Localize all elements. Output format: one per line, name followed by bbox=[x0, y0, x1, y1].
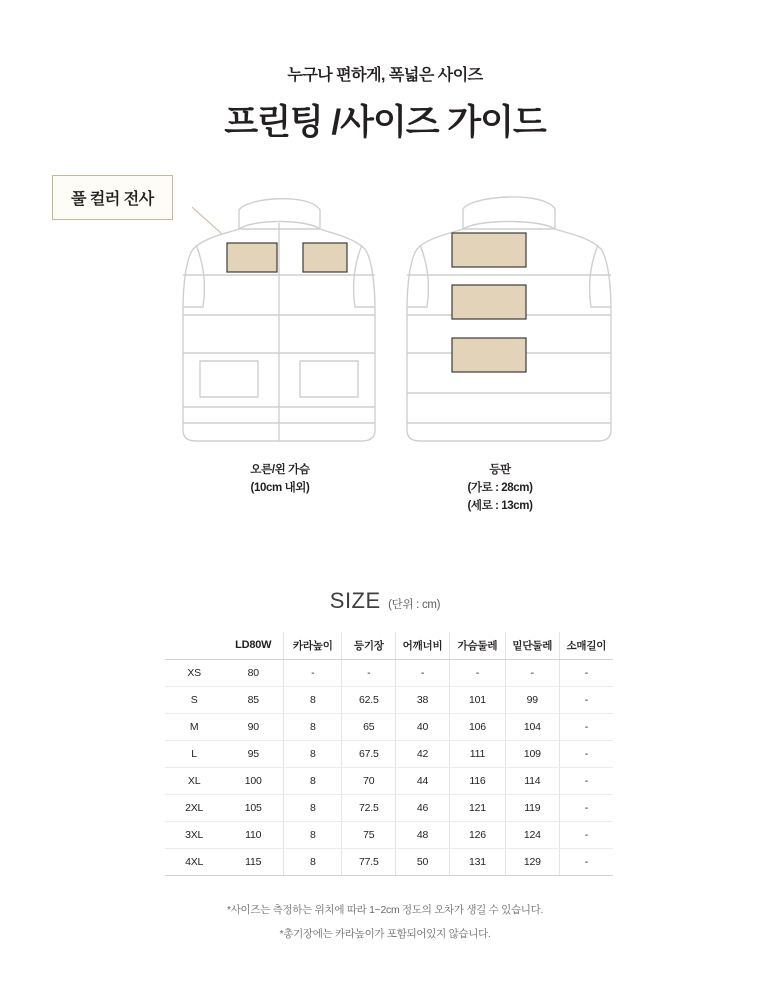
print-area-right-chest bbox=[227, 243, 277, 272]
print-area-back-lower bbox=[452, 338, 526, 372]
cell-collar-height: 8 bbox=[284, 821, 342, 848]
print-area-left-chest bbox=[303, 243, 347, 272]
print-area-back-middle bbox=[452, 285, 526, 319]
size-note-1: *사이즈는 측정하는 위치에 따라 1~2cm 정도의 오차가 생길 수 있습니다. bbox=[226, 904, 544, 916]
column-header-back-length: 등기장 bbox=[342, 632, 396, 659]
row-size-label: 2XL bbox=[165, 794, 223, 821]
cell-back-length: 62.5 bbox=[342, 686, 396, 713]
vest-front-illustration bbox=[183, 199, 375, 441]
front-print-caption bbox=[200, 462, 360, 498]
cell-shoulder-width: 50 bbox=[396, 848, 450, 875]
size-heading-text: SIZE bbox=[329, 588, 381, 613]
print-method-callout: 풀 컬러 전사 bbox=[52, 175, 173, 220]
print-area-back-upper bbox=[452, 233, 526, 267]
row-size-label: 4XL bbox=[165, 848, 223, 875]
cell-back-length: 70 bbox=[342, 767, 396, 794]
table-row bbox=[165, 659, 613, 686]
cell-hem: 129 bbox=[505, 848, 559, 875]
header-subtitle: 누구나 편하게, 폭넓은 사이즈 bbox=[287, 67, 483, 84]
size-table-body bbox=[165, 659, 613, 875]
cell-sleeve-length: - bbox=[559, 659, 613, 686]
cell-shoulder-width: 48 bbox=[396, 821, 450, 848]
cell-shoulder-width: 38 bbox=[396, 686, 450, 713]
size-section-heading bbox=[0, 588, 770, 614]
column-header-chest: 가슴둘레 bbox=[449, 632, 505, 659]
size-table bbox=[165, 632, 613, 876]
cell-back-length: 65 bbox=[342, 713, 396, 740]
cell-chest: 131 bbox=[449, 848, 505, 875]
column-header-hem: 밑단둘레 bbox=[505, 632, 559, 659]
cell-shoulder-width: 40 bbox=[396, 713, 450, 740]
row-size-label: S bbox=[165, 686, 223, 713]
table-row bbox=[165, 794, 613, 821]
cell-hem: 104 bbox=[505, 713, 559, 740]
back-print-caption bbox=[420, 462, 580, 515]
cell-collar-height: 8 bbox=[284, 686, 342, 713]
table-row bbox=[165, 767, 613, 794]
cell-sleeve-length: - bbox=[559, 740, 613, 767]
column-header-model: LD80W bbox=[223, 632, 283, 659]
garment-illustrations bbox=[0, 175, 770, 515]
cell-chest: 121 bbox=[449, 794, 505, 821]
back-caption-line-1: 등판 bbox=[489, 464, 511, 476]
cell-back-length: 77.5 bbox=[342, 848, 396, 875]
cell-model: 80 bbox=[223, 659, 283, 686]
column-header-collar-height: 카라높이 bbox=[284, 632, 342, 659]
cell-hem: 99 bbox=[505, 686, 559, 713]
cell-collar-height: 8 bbox=[284, 740, 342, 767]
cell-model: 105 bbox=[223, 794, 283, 821]
size-notes bbox=[0, 898, 770, 946]
cell-model: 100 bbox=[223, 767, 283, 794]
size-table-head bbox=[165, 632, 613, 659]
row-size-label: M bbox=[165, 713, 223, 740]
page-title: 프린팅 /사이즈 가이드 bbox=[224, 103, 546, 142]
cell-back-length: - bbox=[342, 659, 396, 686]
header-corner-spacer bbox=[165, 632, 223, 659]
cell-sleeve-length: - bbox=[559, 686, 613, 713]
cell-sleeve-length: - bbox=[559, 848, 613, 875]
cell-chest: 116 bbox=[449, 767, 505, 794]
cell-back-length: 75 bbox=[342, 821, 396, 848]
cell-collar-height: - bbox=[284, 659, 342, 686]
cell-shoulder-width: 46 bbox=[396, 794, 450, 821]
row-size-label: XL bbox=[165, 767, 223, 794]
cell-chest: 126 bbox=[449, 821, 505, 848]
back-caption-line-3: (세로 : 13cm) bbox=[467, 499, 533, 512]
back-print-areas bbox=[452, 233, 526, 372]
cell-sleeve-length: - bbox=[559, 767, 613, 794]
cell-shoulder-width: 44 bbox=[396, 767, 450, 794]
column-header-sleeve-length: 소매길이 bbox=[559, 632, 613, 659]
front-caption-line-2: (10cm 내외) bbox=[250, 481, 310, 494]
cell-model: 95 bbox=[223, 740, 283, 767]
cell-sleeve-length: - bbox=[559, 794, 613, 821]
cell-hem: 109 bbox=[505, 740, 559, 767]
cell-chest: 106 bbox=[449, 713, 505, 740]
cell-model: 110 bbox=[223, 821, 283, 848]
table-row bbox=[165, 821, 613, 848]
cell-chest: 101 bbox=[449, 686, 505, 713]
cell-model: 115 bbox=[223, 848, 283, 875]
cell-sleeve-length: - bbox=[559, 713, 613, 740]
cell-shoulder-width: - bbox=[396, 659, 450, 686]
cell-model: 85 bbox=[223, 686, 283, 713]
page-header bbox=[0, 0, 770, 145]
table-row bbox=[165, 740, 613, 767]
cell-collar-height: 8 bbox=[284, 767, 342, 794]
cell-hem: 124 bbox=[505, 821, 559, 848]
cell-hem: - bbox=[505, 659, 559, 686]
cell-collar-height: 8 bbox=[284, 713, 342, 740]
cell-shoulder-width: 42 bbox=[396, 740, 450, 767]
cell-collar-height: 8 bbox=[284, 794, 342, 821]
size-note-2: *총기장에는 카라높이가 포함되어있지 않습니다. bbox=[279, 928, 491, 941]
cell-sleeve-length: - bbox=[559, 821, 613, 848]
back-caption-line-2: (가로 : 28cm) bbox=[467, 481, 533, 494]
cell-model: 90 bbox=[223, 713, 283, 740]
front-caption-line-1: 오른/왼 가슴 bbox=[250, 464, 310, 476]
column-header-shoulder-width: 어깨너비 bbox=[396, 632, 450, 659]
row-size-label: 3XL bbox=[165, 821, 223, 848]
row-size-label: XS bbox=[165, 659, 223, 686]
table-row bbox=[165, 848, 613, 875]
table-header-row bbox=[165, 632, 613, 659]
table-row bbox=[165, 713, 613, 740]
cell-hem: 114 bbox=[505, 767, 559, 794]
cell-chest: 111 bbox=[449, 740, 505, 767]
cell-hem: 119 bbox=[505, 794, 559, 821]
row-size-label: L bbox=[165, 740, 223, 767]
cell-back-length: 67.5 bbox=[342, 740, 396, 767]
size-table-wrapper bbox=[165, 632, 613, 876]
cell-back-length: 72.5 bbox=[342, 794, 396, 821]
cell-collar-height: 8 bbox=[284, 848, 342, 875]
size-unit-note: (단위 : cm) bbox=[388, 599, 441, 611]
table-row bbox=[165, 686, 613, 713]
cell-chest: - bbox=[449, 659, 505, 686]
